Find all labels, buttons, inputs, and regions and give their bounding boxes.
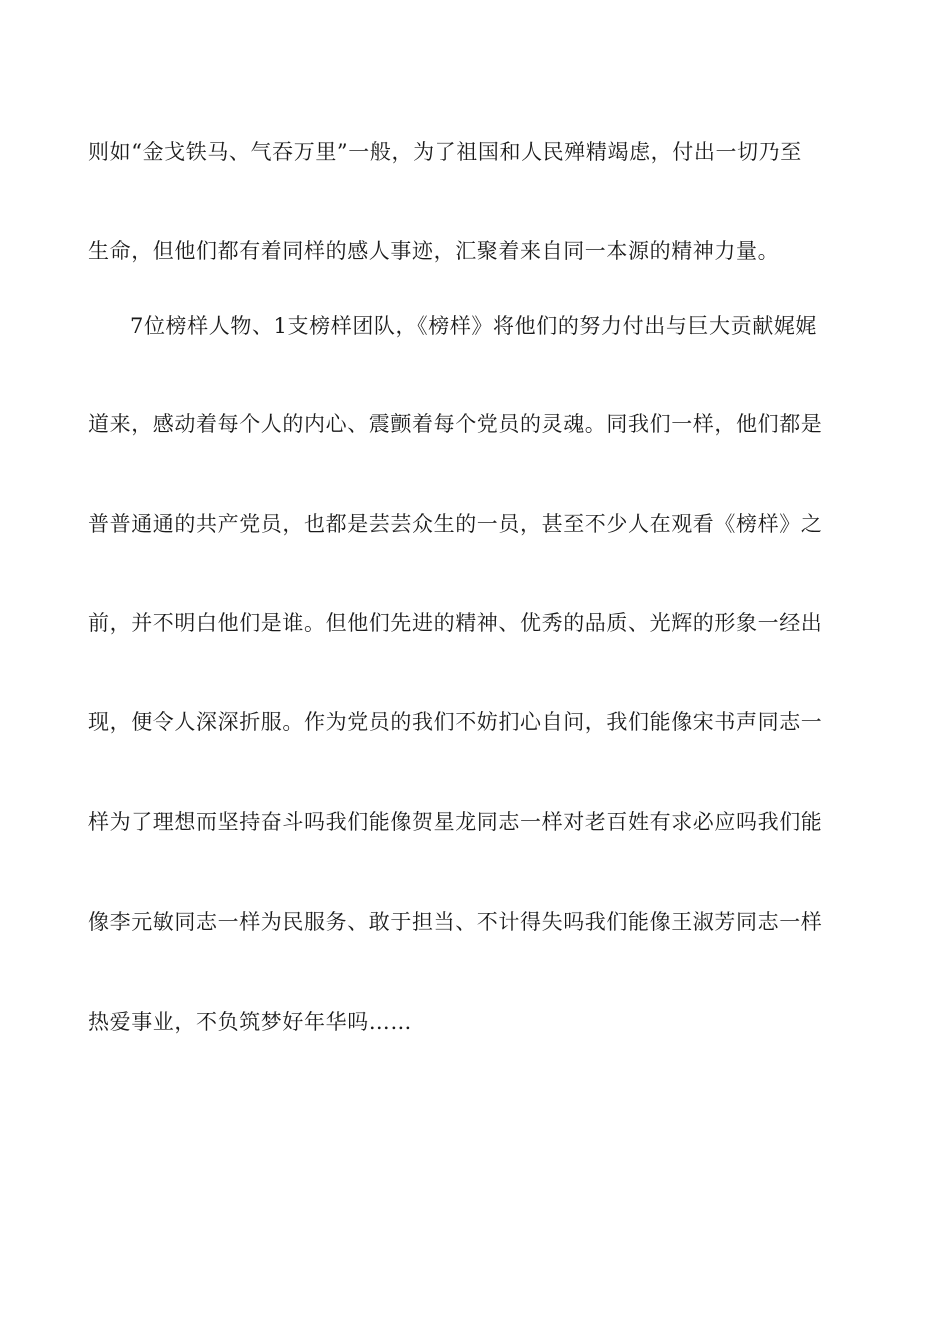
paragraph-2-line-6: 样为了理想而坚持奋斗吗我们能像贺星龙同志一样对老百姓有求必应吗我们能	[88, 810, 823, 834]
paragraph-2-line-3: 普普通通的共产党员，也都是芸芸众生的一员，甚至不少人在观看《榜样》之	[88, 512, 823, 536]
paragraph-2-line-5: 现，便令人深深折服。作为党员的我们不妨扪心自问，我们能像宋书声同志一	[88, 710, 823, 734]
paragraph-1-line-1: 则如“金戈铁马、气吞万里”一般，为了祖国和人民殚精竭虑，付出一切乃至	[88, 140, 802, 164]
paragraph-1-line-2: 生命，但他们都有着同样的感人事迹，汇聚着来自同一本源的精神力量。	[88, 239, 780, 263]
paragraph-2-line-4: 前，并不明白他们是谁。但他们先进的精神、优秀的品质、光辉的形象一经出	[88, 611, 823, 635]
paragraph-2-line-1: 7位榜样人物、1支榜样团队，《榜样》将他们的努力付出与巨大贡献娓娓	[130, 314, 818, 338]
paragraph-2-line-2: 道来，感动着每个人的内心、震颤着每个党员的灵魂。同我们一样，他们都是	[88, 412, 823, 436]
paragraph-2-line-7: 像李元敏同志一样为民服务、敢于担当、不计得失吗我们能像王淑芳同志一样	[88, 910, 823, 934]
paragraph-2-line-8: 热爱事业，不负筑梦好年华吗……	[88, 1010, 412, 1034]
